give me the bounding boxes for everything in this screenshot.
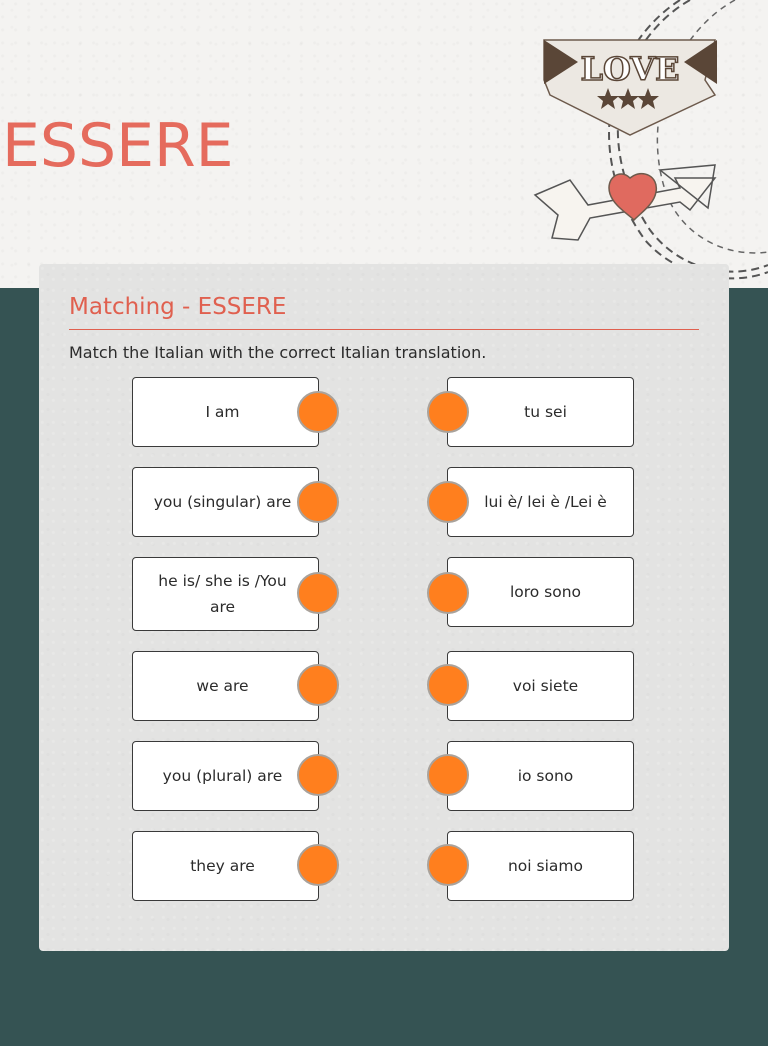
left-item-label: you (singular) are [153, 493, 292, 511]
right-item-label: lui è/ lei è /Lei è [484, 493, 607, 511]
right-connector-dot-4[interactable] [427, 664, 469, 706]
right-connector-dot-6[interactable] [427, 844, 469, 886]
right-item-label: noi siamo [507, 857, 583, 875]
left-item-3[interactable] [132, 557, 319, 631]
left-connector-dot-6[interactable] [297, 844, 339, 886]
left-connector-dot-2[interactable] [297, 481, 339, 523]
header-area [0, 0, 768, 288]
left-connector-dot-3[interactable] [297, 572, 339, 614]
left-item-label: he is/ she is /You are [158, 572, 287, 616]
left-item-5[interactable] [132, 741, 319, 811]
activity-instructions: Match the Italian with the correct Italian translation. [69, 343, 487, 362]
right-item-label: loro sono [509, 583, 582, 601]
left-connector-dot-1[interactable] [297, 391, 339, 433]
matching-activity-card [39, 264, 729, 951]
love-arrow-decoration [530, 0, 768, 280]
left-item-label: you (plural) are [162, 767, 283, 785]
left-connector-dot-4[interactable] [297, 664, 339, 706]
left-item-1[interactable] [132, 377, 319, 447]
right-item-3[interactable] [447, 557, 634, 627]
left-connector-dot-5[interactable] [297, 754, 339, 796]
right-connector-dot-1[interactable] [427, 391, 469, 433]
left-item-label: we are [196, 677, 249, 695]
right-item-6[interactable] [447, 831, 634, 901]
title-divider [69, 329, 699, 330]
left-item-label: I am [205, 403, 240, 421]
right-item-label: tu sei [524, 403, 567, 421]
right-connector-dot-5[interactable] [427, 754, 469, 796]
right-item-label: io sono [517, 767, 574, 785]
page-title: ESSERE [2, 111, 234, 181]
left-item-2[interactable] [132, 467, 319, 537]
right-item-2[interactable] [447, 467, 634, 537]
right-item-5[interactable] [447, 741, 634, 811]
right-item-4[interactable] [447, 651, 634, 721]
right-connector-dot-3[interactable] [427, 572, 469, 614]
right-item-1[interactable] [447, 377, 634, 447]
right-item-label: voi siete [512, 677, 579, 695]
love-badge-text: LOVE [580, 50, 680, 88]
left-item-label: they are [190, 857, 255, 875]
left-item-4[interactable] [132, 651, 319, 721]
left-item-6[interactable] [132, 831, 319, 901]
activity-title: Matching - ESSERE [69, 294, 287, 320]
right-connector-dot-2[interactable] [427, 481, 469, 523]
